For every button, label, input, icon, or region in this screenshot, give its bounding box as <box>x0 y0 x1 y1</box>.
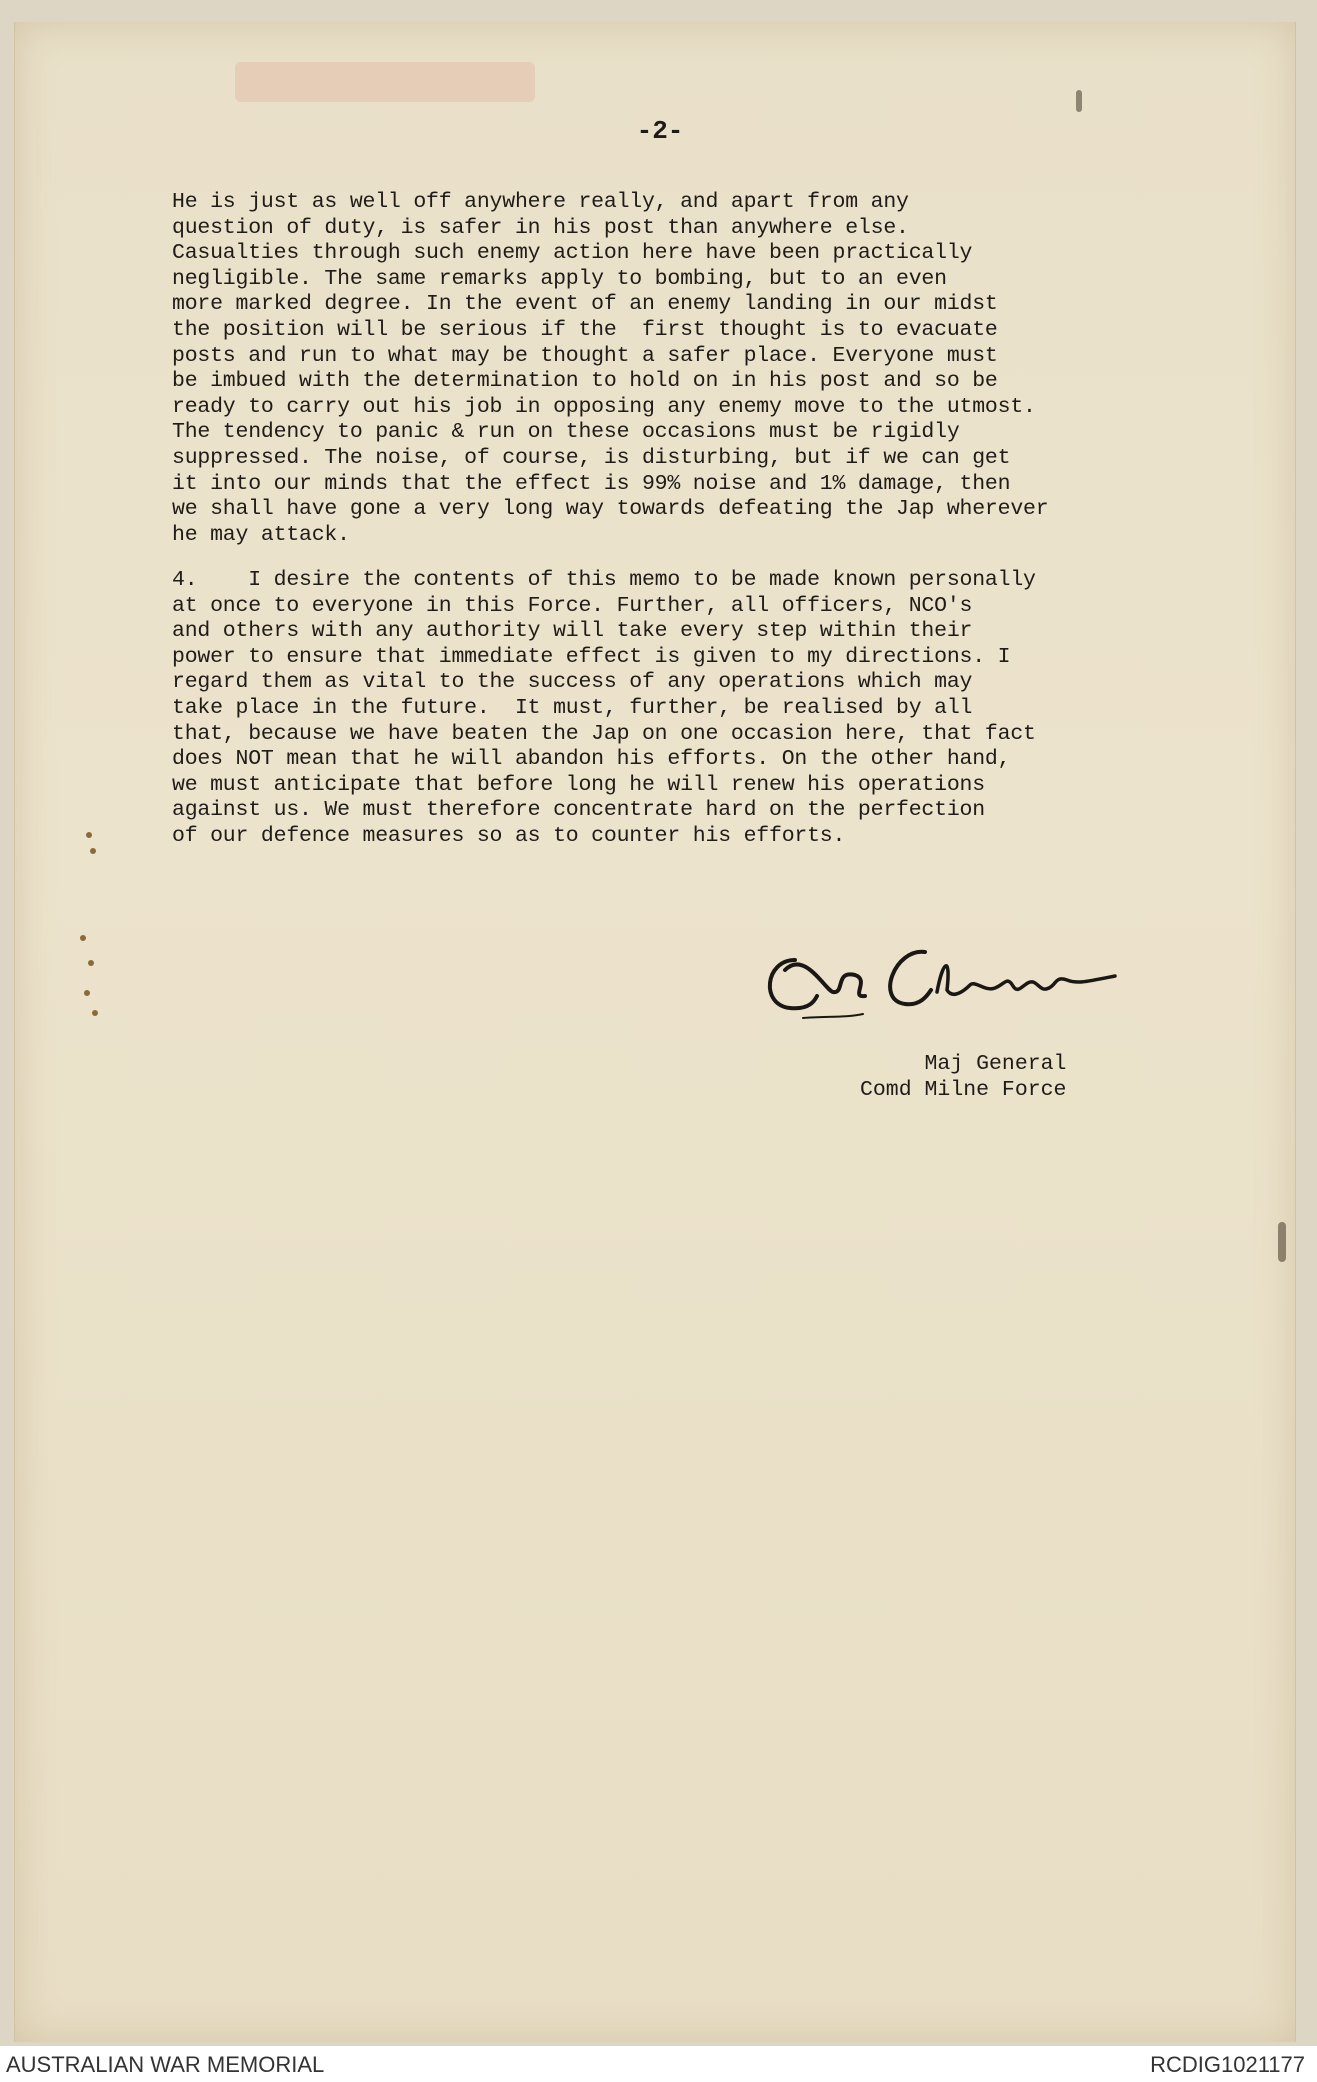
memo-paragraph-4: 4. I desire the contents of this memo to be made known personally at once to everyone in this Force. Further, all officers, NCO's and others with any authority will take every step within their power to ensure that immediate effect is given to my directions. I regard them as vital to the success of any operations which may take place in the future. It must, further, be realised by all that, because we have beaten the Jap on one occasion here, that fact does NOT mean that he will abandon his efforts. On the other hand, we must anticipate that before long he will renew his operations against us. We must therefore concentrate hard on the perfection of our defence measures so as to counter his efforts. <box>172 568 1036 848</box>
archive-reference: RCDIG1021177 <box>1150 2052 1305 2077</box>
archive-footer <box>0 2046 1317 2082</box>
memo-paragraph: He is just as well off anywhere really, and apart from any question of duty, is safer in his post than anywhere else. Casualties through such enemy action here have been practically negligible. The same remarks apply to bombing, but to an even more marked degree. In the event of an enemy landing in our midst the position will be serious if the first thought is to evacuate posts and run to what may be thought a safer place. Everyone must be imbued with the determination to hold on in his post and so be ready to carry out his job in opposing any enemy move to the utmost. The tendency to panic & run on these occasions must be rigidly suppressed. The noise, of course, is disturbing, but if we can get it into our minds that the effect is 99% noise and 1% damage, then we shall have gone a very long way towards defeating the Jap wherever he may attack. <box>172 190 1049 547</box>
punch-hole <box>86 832 92 838</box>
punch-hole <box>84 990 90 996</box>
signatory-command: Comd Milne Force <box>860 1077 1067 1102</box>
archive-name: AUSTRALIAN WAR MEMORIAL <box>6 2052 325 2077</box>
faded-stamp <box>235 62 535 102</box>
punch-hole <box>92 1010 98 1016</box>
punch-hole <box>90 848 96 854</box>
signatory-rank: Maj General <box>924 1052 1067 1076</box>
ink-stain <box>1076 90 1082 112</box>
punch-hole <box>88 960 94 966</box>
handwritten-signature <box>755 930 1155 1020</box>
page-number: -2- <box>636 116 684 146</box>
punch-hole <box>80 935 86 941</box>
ink-stain <box>1278 1222 1286 1262</box>
signature-block <box>860 1052 1066 1103</box>
